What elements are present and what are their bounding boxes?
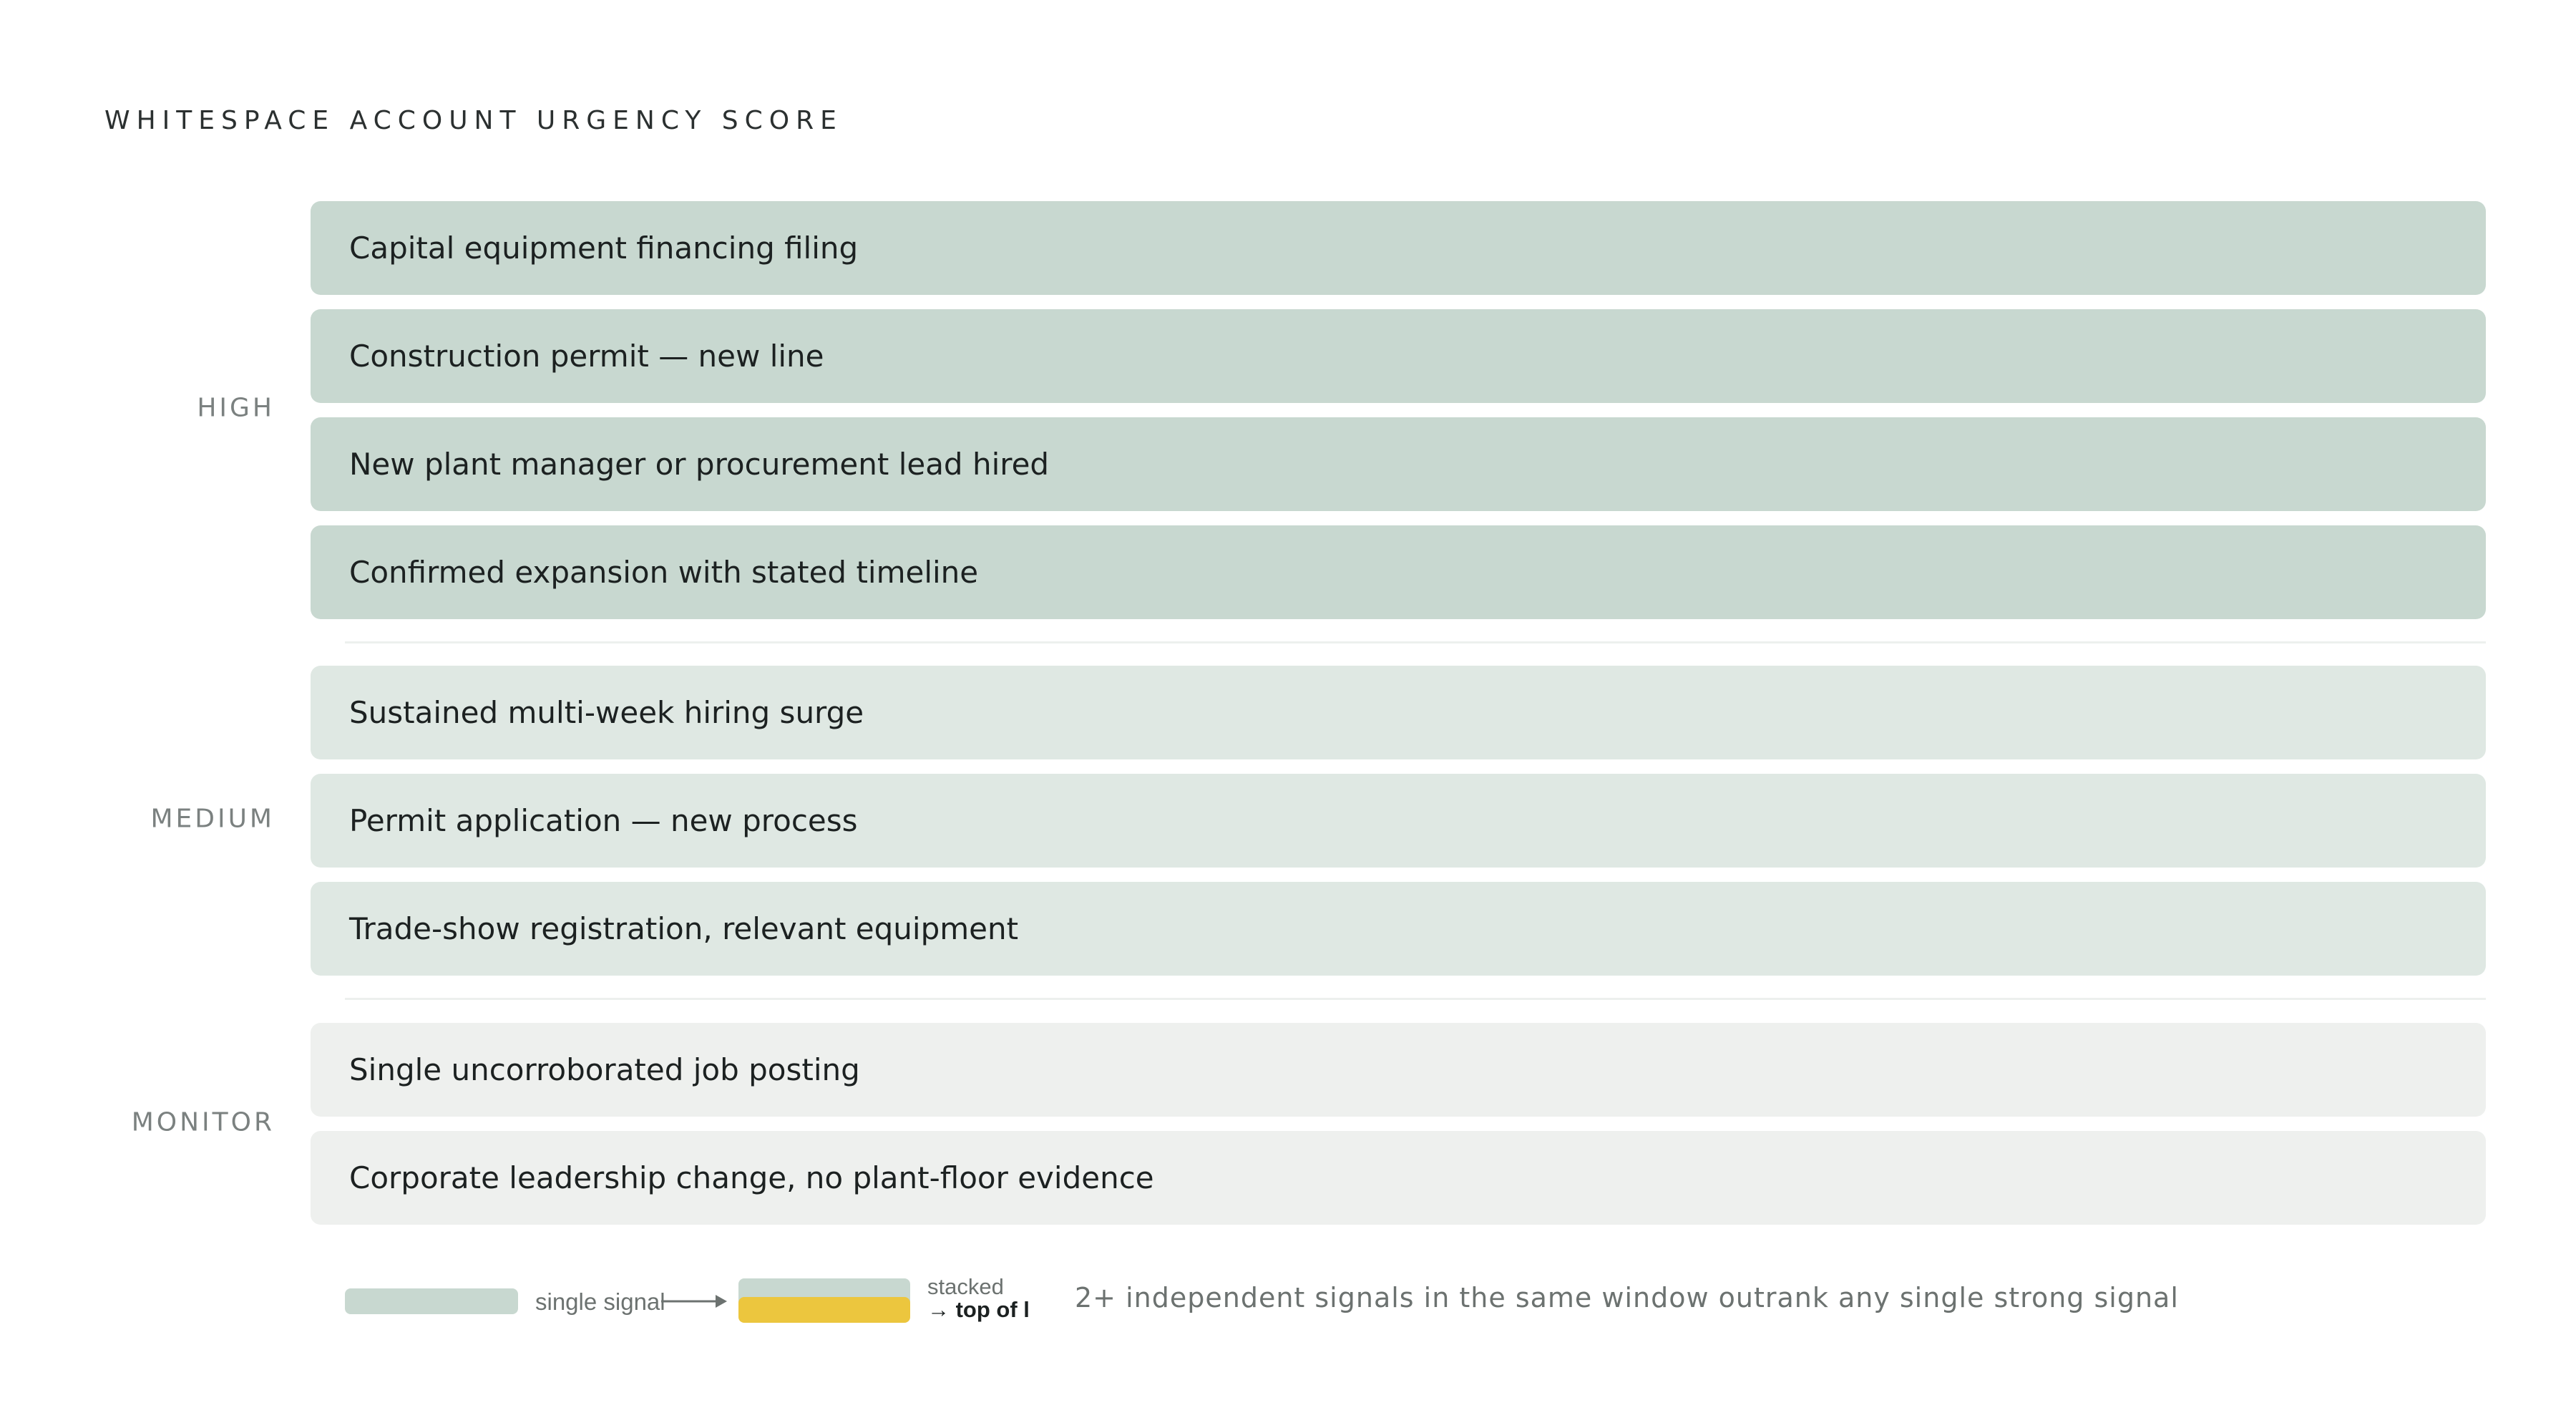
signal-box-high: Capital equipment financing filing [311, 201, 2486, 295]
arrow-right-icon [661, 1291, 727, 1312]
legend-stacked-label: stacked [927, 1274, 1004, 1299]
tier-label-monitor: MONITOR [131, 1107, 275, 1137]
signal-box-medium: Permit application — new process [311, 774, 2486, 868]
signal-box-high: Construction permit — new line [311, 309, 2486, 403]
tier-label-medium: MEDIUM [150, 804, 275, 834]
legend-note: 2+ independent signals in the same window outrank any single strong signal [1075, 1282, 2179, 1313]
signal-box-monitor: Corporate leadership change, no plant-floor evidence [311, 1131, 2486, 1225]
signal-box-medium: Trade-show registration, relevant equipment [311, 882, 2486, 976]
page-title: WHITESPACE ACCOUNT URGENCY SCORE [104, 106, 843, 135]
legend-single-swatch [345, 1288, 518, 1314]
signal-box-medium: Sustained multi-week hiring surge [311, 666, 2486, 759]
signal-box-monitor: Single uncorroborated job posting [311, 1023, 2486, 1117]
tier-divider [345, 641, 2486, 643]
tier-label-high: HIGH [197, 393, 275, 423]
signal-box-high: Confirmed expansion with stated timeline [311, 525, 2486, 619]
signal-box-high: New plant manager or procurement lead hired [311, 417, 2486, 511]
tier-divider [345, 998, 2486, 1000]
legend-stacked-result: → top of l [927, 1297, 1030, 1322]
legend-stacked-swatch-bottom [738, 1297, 910, 1323]
legend-single-label: single signal [535, 1288, 665, 1315]
